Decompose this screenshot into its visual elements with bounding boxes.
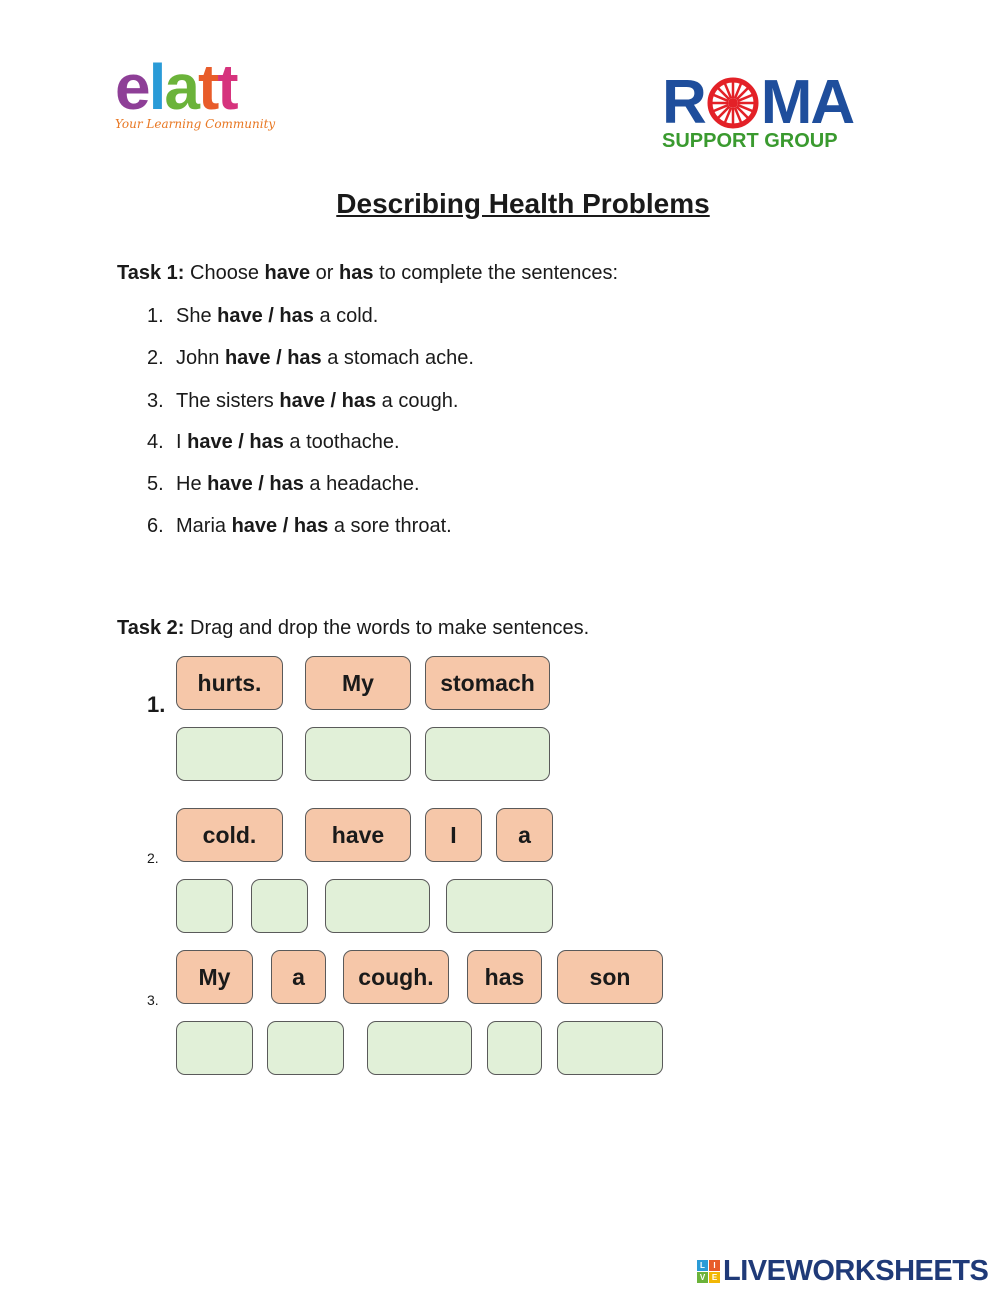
roma-letters-ma: MA: [760, 68, 854, 137]
sentence-rest: a stomach ache.: [327, 347, 474, 369]
drop-target-box[interactable]: [425, 727, 550, 781]
drop-target-box[interactable]: [367, 1021, 472, 1075]
task2-label: Task 2:: [117, 617, 185, 639]
liveworksheets-logo: [697, 1255, 988, 1288]
word-tile[interactable]: cough.: [343, 950, 449, 1004]
drop-target-box[interactable]: [267, 1021, 344, 1075]
sentence-number: 3.: [147, 390, 164, 412]
task1-label: Task 1:: [117, 262, 185, 284]
question-number-2: 2.: [147, 850, 159, 866]
question-number-3: 3.: [147, 992, 159, 1008]
elatt-letter: e: [115, 51, 149, 123]
drop-target-box[interactable]: [176, 727, 283, 781]
task1-word-have: have: [264, 262, 311, 284]
elatt-letter: t: [197, 51, 218, 123]
have-has-choice[interactable]: have / has: [231, 515, 329, 537]
sentence-number: 6.: [147, 515, 164, 537]
badge-letter: E: [709, 1272, 720, 1283]
sentence-subject: I: [176, 431, 182, 453]
elatt-letter: l: [148, 51, 165, 123]
sentence-item-3: [147, 390, 458, 413]
task1-intro-or: or: [315, 262, 334, 284]
elatt-letter: a: [164, 51, 198, 123]
badge-letter: I: [709, 1260, 720, 1271]
word-tile[interactable]: has: [467, 950, 542, 1004]
task1-intro-text: Choose: [190, 262, 259, 284]
word-tile[interactable]: cold.: [176, 808, 283, 862]
sentence-number: 1.: [147, 305, 164, 327]
word-tile[interactable]: My: [176, 950, 253, 1004]
drop-target-box[interactable]: [325, 879, 430, 933]
word-tile[interactable]: hurts.: [176, 656, 283, 710]
task2-heading: [117, 617, 589, 640]
chakra-wheel-icon: [706, 76, 760, 130]
have-has-choice[interactable]: have / has: [217, 305, 314, 327]
word-tile[interactable]: have: [305, 808, 411, 862]
sentence-item-4: [147, 431, 400, 454]
word-tile[interactable]: a: [496, 808, 553, 862]
sentence-item-2: [147, 347, 474, 370]
sentence-number: 5.: [147, 473, 164, 495]
sentence-item-6: [147, 515, 452, 538]
have-has-choice[interactable]: have / has: [187, 431, 284, 453]
roma-letter-r: R: [662, 68, 705, 137]
elatt-letter: t: [217, 51, 237, 123]
badge-letter: V: [697, 1272, 708, 1283]
word-tile[interactable]: stomach: [425, 656, 550, 710]
task1-intro-rest: to complete the sentences:: [379, 262, 619, 284]
drop-target-box[interactable]: [251, 879, 308, 933]
task2-instruction: Drag and drop the words to make sentences.: [190, 617, 590, 639]
sentence-rest: a toothache.: [289, 431, 400, 453]
liveworksheets-wordmark: LIVEWORKSHEETS: [723, 1255, 989, 1287]
roma-support-group-logo: [662, 68, 877, 157]
roma-wordmark: [662, 68, 877, 137]
sentence-number: 4.: [147, 431, 164, 453]
elatt-logo: [115, 51, 285, 145]
live-badge-icon: [697, 1260, 720, 1283]
sentence-subject: She: [176, 305, 212, 327]
badge-letter: L: [697, 1260, 708, 1271]
sentence-number: 2.: [147, 347, 164, 369]
sentence-rest: a cold.: [319, 305, 379, 327]
have-has-choice[interactable]: have / has: [207, 473, 304, 495]
drop-target-box[interactable]: [446, 879, 553, 933]
elatt-wordmark: [115, 51, 285, 123]
sentence-item-5: [147, 473, 420, 496]
sentence-rest: a sore throat.: [333, 515, 452, 537]
word-tile[interactable]: son: [557, 950, 663, 1004]
drop-target-box[interactable]: [176, 879, 233, 933]
have-has-choice[interactable]: have / has: [224, 347, 322, 369]
have-has-choice[interactable]: have / has: [279, 390, 377, 412]
question-number-1: 1.: [147, 692, 166, 717]
word-tile[interactable]: My: [305, 656, 411, 710]
page-title: Describing Health Problems: [336, 188, 710, 219]
sentence-subject: He: [176, 473, 202, 495]
sentence-rest: a headache.: [309, 473, 420, 495]
sentence-subject: Maria: [176, 515, 227, 537]
task1-heading: [117, 262, 618, 285]
sentence-subject: The sisters: [176, 390, 274, 412]
sentence-item-1: [147, 305, 378, 328]
drop-target-box[interactable]: [557, 1021, 663, 1075]
elatt-tagline: Your Learning Community: [115, 117, 276, 131]
sentence-subject: John: [176, 347, 220, 369]
task1-word-has: has: [339, 262, 374, 284]
sentence-rest: a cough.: [381, 390, 459, 412]
word-tile[interactable]: I: [425, 808, 482, 862]
word-tile[interactable]: a: [271, 950, 326, 1004]
drop-target-box[interactable]: [487, 1021, 542, 1075]
drop-target-box[interactable]: [305, 727, 411, 781]
drop-target-box[interactable]: [176, 1021, 253, 1075]
roma-subtitle: SUPPORT GROUP: [662, 130, 838, 152]
